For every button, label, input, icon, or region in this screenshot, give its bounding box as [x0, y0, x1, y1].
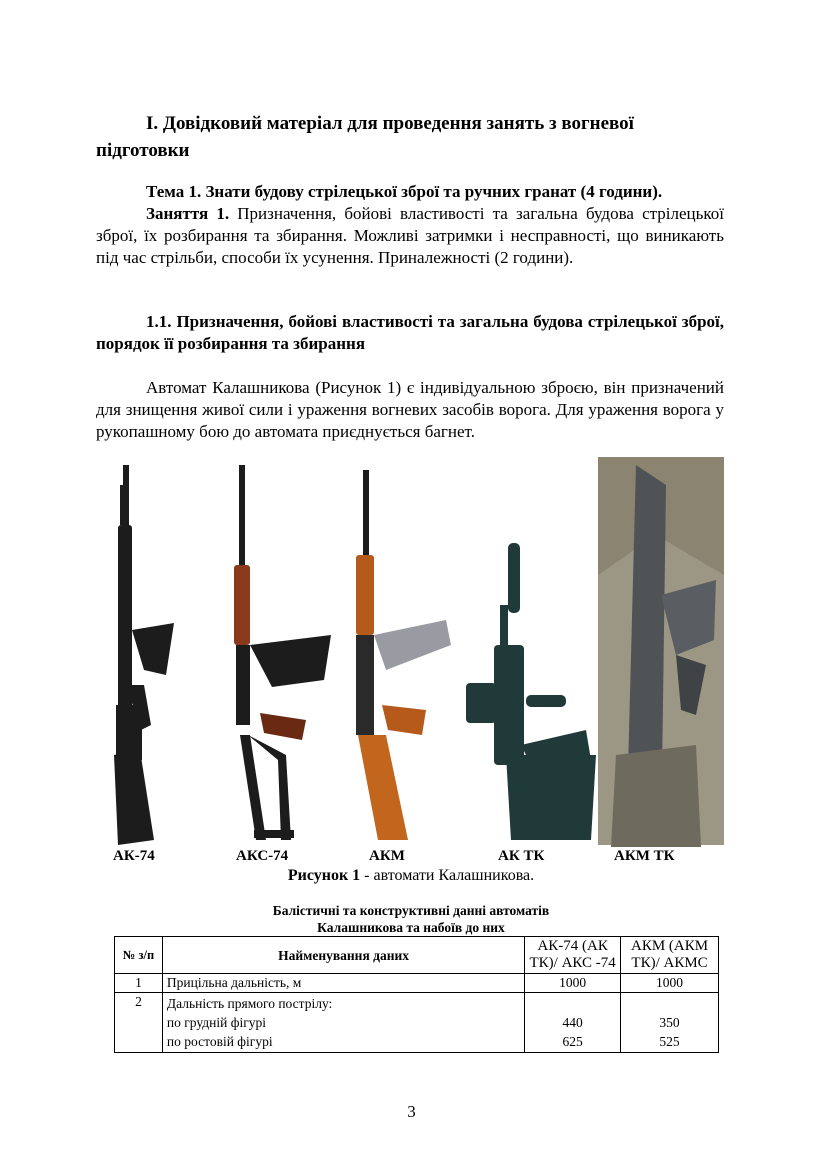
- figure-label-ak-tk: АК ТК: [498, 848, 545, 864]
- rifle-akm-tk-photo: [598, 457, 724, 847]
- intro-paragraph: Автомат Калашникова (Рисунок 1) є індивідуальною зброєю, він призначений для знищення живої сили і ураження вогневих засобів ворога. Для ураження ворога у рукопашному бою до автомата приєднується багнет.: [96, 378, 724, 441]
- header-ak74: АК-74 (АК ТК)/ АКС -74: [525, 937, 621, 974]
- header-num: № з/п: [115, 937, 163, 974]
- section-heading: І. Довідковий матеріал для проведення занять з вогневої підготовки: [96, 113, 634, 161]
- lesson-text: Призначення, бойові властивості та загальна будова стрілецької зброї, їх розбирання та збирання. Можливі затримки і несправності, що виникають під час стрільби, способи їх усунення. Приналежності (2 години).: [96, 204, 725, 267]
- theme-title: Тема 1. Знати будову стрілецької зброї та ручних гранат (4 години).: [146, 182, 663, 201]
- rifles-figure: [96, 455, 726, 847]
- ballistic-data-table: [114, 936, 719, 1053]
- page-number: 3: [407, 1102, 416, 1121]
- rifle-ak74-image: [114, 465, 174, 845]
- table-row: 2 Дальність прямого пострілу: по грудній фігурі по ростовій фігурі 440 625 350 525: [115, 993, 719, 1053]
- header-akm: АКМ (АКМ ТК)/ АКМС: [621, 937, 719, 974]
- subsection-title: 1.1. Призначення, бойові властивості та загальна будова стрілецької зброї, порядок її розбирання та збирання: [96, 312, 724, 353]
- figure-caption: Рисунок 1 - автомати Калашникова.: [287, 867, 535, 884]
- figure-label-akm: АКМ: [369, 848, 405, 864]
- lesson-label: Заняття 1.: [146, 204, 230, 223]
- lesson-paragraph: [96, 203, 724, 269]
- table-header-row: [115, 937, 719, 974]
- figure-label-ak74: АК-74: [113, 848, 155, 864]
- rifle-akm-image: [356, 470, 451, 840]
- rifle-aks74-image: [234, 465, 331, 840]
- figure-label-akm-tk: АКМ ТК: [614, 848, 675, 864]
- figure-label-aks74: АКС-74: [236, 848, 289, 864]
- rifle-ak-tk-image: [466, 543, 596, 840]
- table-row: 1 Прицільна дальність, м 1000 1000: [115, 974, 719, 993]
- table-caption: Балістичні та конструктивні данні автоматів Калашникова та набоїв до них: [272, 903, 550, 935]
- header-name: Найменування даних: [162, 937, 524, 974]
